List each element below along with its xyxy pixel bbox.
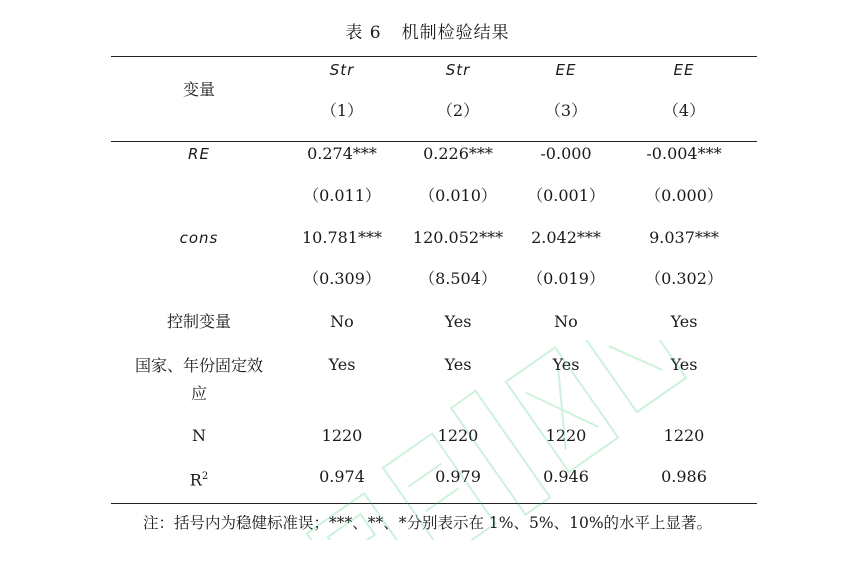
re-coef-3: -0.000 — [540, 144, 592, 163]
cons-se-2: （8.504） — [419, 269, 497, 288]
r2-3: 0.946 — [543, 467, 589, 486]
row-label-r2 — [111, 467, 287, 490]
controls-4: Yes — [670, 312, 698, 331]
header-depvar-1: Str — [329, 61, 355, 79]
n-3: 1220 — [545, 426, 587, 445]
row-label-n: N — [192, 426, 206, 445]
cons-se-4: （0.302） — [645, 269, 723, 288]
header-depvar-3: EE — [555, 61, 577, 79]
table-note: 注：括号内为稳健标准误；***、**、*分别表示在 1%、5%、10%的水平上显著。 — [143, 514, 713, 532]
cons-coef-3: 2.042*** — [531, 228, 601, 247]
cons-coef-1: 10.781*** — [302, 228, 382, 247]
r2-2: 0.979 — [435, 467, 481, 486]
r2-4: 0.986 — [661, 467, 707, 486]
n-4: 1220 — [663, 426, 705, 445]
table-number: 表 6 — [345, 23, 382, 43]
r2-label: R — [189, 470, 202, 490]
header-depvar-2: Str — [445, 61, 471, 79]
fixed-effects-4: Yes — [670, 355, 698, 374]
r2-label-sup: 2 — [201, 471, 209, 482]
header-col-3: （3） — [544, 101, 588, 120]
row-label-fixed-effects — [111, 352, 287, 408]
header-col-4: （4） — [662, 101, 706, 120]
r2-1: 0.974 — [319, 467, 365, 486]
cons-se-3: （0.019） — [527, 269, 605, 288]
header-variable-label: 变量 — [182, 80, 215, 99]
top-rule — [111, 56, 757, 57]
re-se-2: （0.010） — [419, 186, 497, 205]
cons-se-1: （0.309） — [303, 269, 381, 288]
controls-2: Yes — [444, 312, 472, 331]
re-se-3: （0.001） — [527, 186, 605, 205]
re-coef-2: 0.226*** — [423, 144, 493, 163]
controls-1: No — [330, 312, 354, 331]
row-label-re: RE — [188, 145, 210, 163]
n-2: 1220 — [437, 426, 479, 445]
bottom-rule — [111, 503, 757, 504]
fixed-effects-3: Yes — [552, 355, 580, 374]
re-se-1: （0.011） — [303, 186, 381, 205]
controls-3: No — [554, 312, 578, 331]
fixed-effects-2: Yes — [444, 355, 472, 374]
header-rule — [111, 141, 757, 142]
row-label-controls: 控制变量 — [166, 312, 231, 331]
row-label-cons: cons — [179, 229, 219, 247]
re-se-4: （0.000） — [645, 186, 723, 205]
n-1: 1220 — [321, 426, 363, 445]
fixed-effects-label-line2: 应 — [190, 384, 207, 403]
re-coef-4: -0.004*** — [646, 144, 722, 163]
cons-coef-2: 120.052*** — [412, 228, 504, 247]
table-title: 机制检验结果 — [401, 23, 510, 43]
header-depvar-4: EE — [673, 61, 695, 79]
fixed-effects-1: Yes — [328, 355, 356, 374]
cons-coef-4: 9.037*** — [649, 228, 719, 247]
fixed-effects-label-line1: 国家、年份固定效 — [134, 356, 263, 375]
header-col-1: （1） — [320, 101, 364, 120]
header-col-2: （2） — [436, 101, 480, 120]
re-coef-1: 0.274*** — [307, 144, 377, 163]
table-caption — [0, 18, 855, 43]
